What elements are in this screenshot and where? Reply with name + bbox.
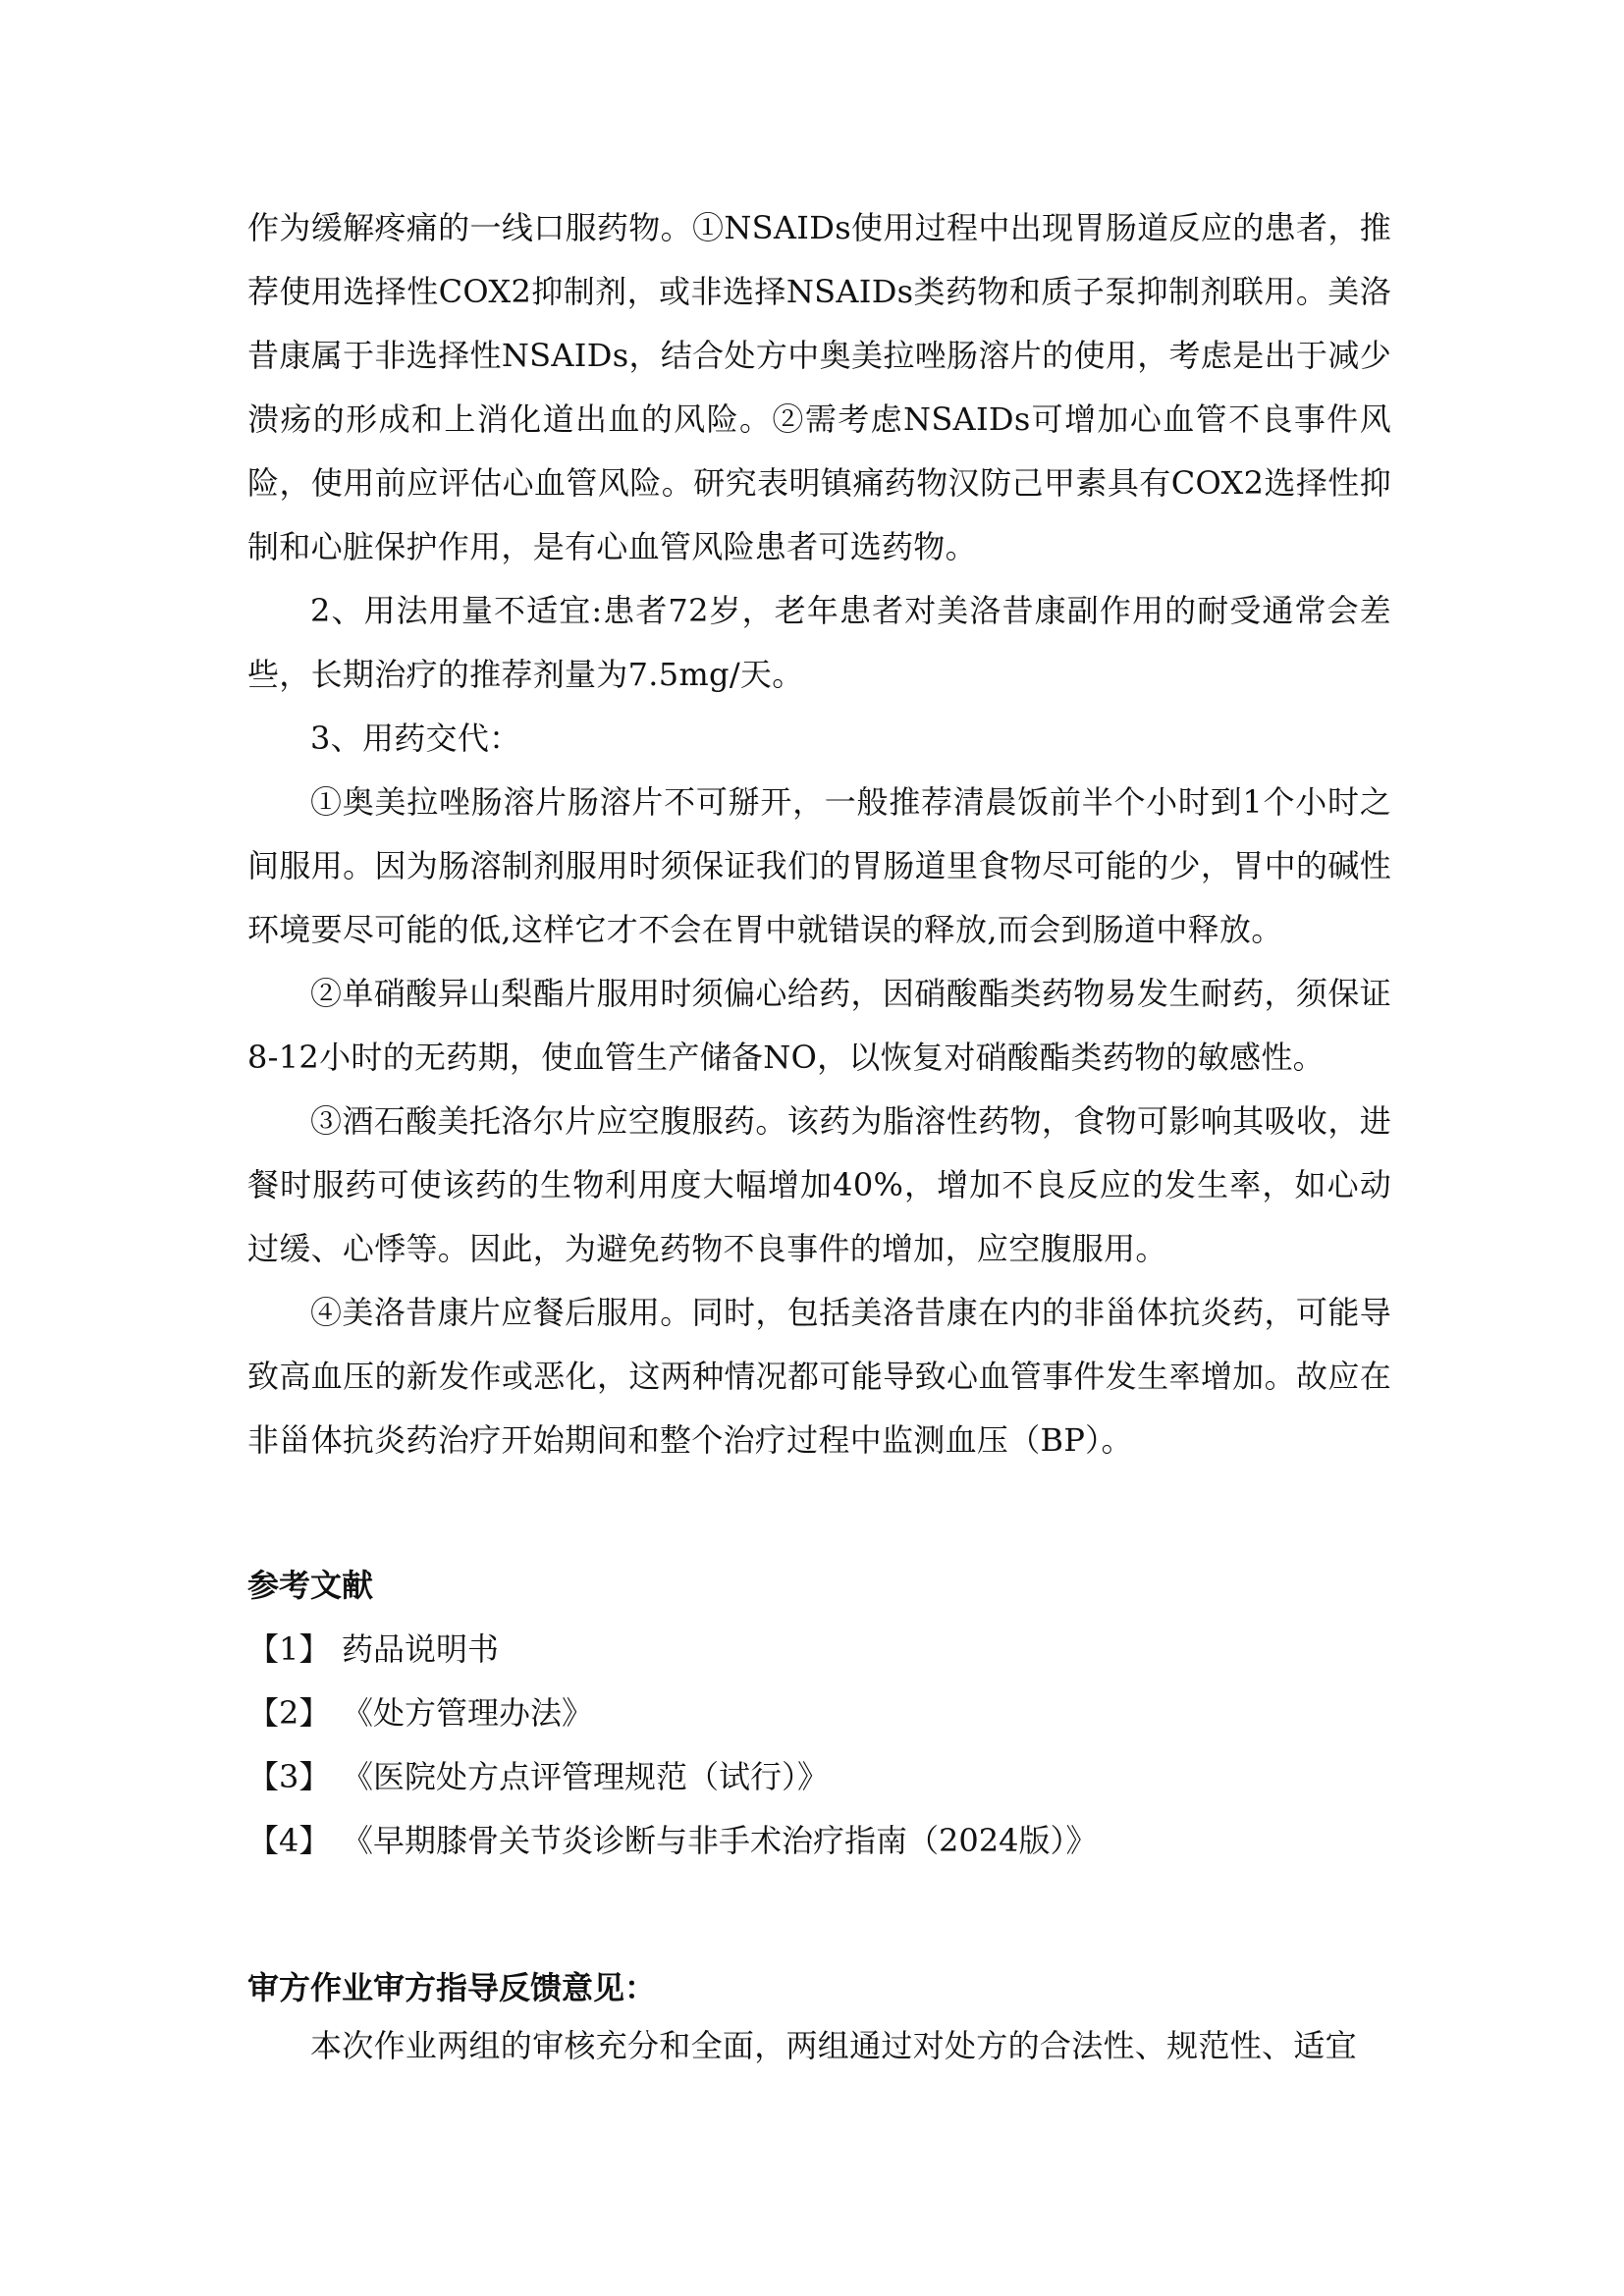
reference-text: 药品说明书	[342, 1630, 500, 1668]
reference-number: 【2】	[247, 1694, 331, 1732]
paragraph-meloxicam: ④美洛昔康片应餐后服用。同时，包括美洛昔康在内的非甾体抗炎药，可能导致高血压的新发作或恶化，这两种情况都可能导致心血管事件发生率增加。故应在非甾体抗炎药治疗开始期间和整个治疗过程中监测血压（BP）。	[247, 1294, 1391, 1459]
reference-item	[247, 1688, 593, 1734]
feedback-heading: 审方作业审方指导反馈意见：	[247, 1969, 657, 2006]
reference-item	[247, 1816, 1097, 1861]
feedback-paragraph: 本次作业两组的审核充分和全面，两组通过对处方的合法性、规范性、适宜	[310, 2027, 1357, 2064]
paragraph-omeprazole: ①奥美拉唑肠溶片肠溶片不可掰开，一般推荐清晨饭前半个小时到1个小时之间服用。因为肠溶制剂服用时须保证我们的胃肠道里食物尽可能的少，胃中的碱性环境要尽可能的低,这样它才不会在胃中就错误的释放,而会到肠道中释放。	[247, 783, 1391, 948]
reference-number: 【1】	[247, 1630, 331, 1668]
paragraph-instructions-heading: 3、用药交代：	[310, 720, 521, 757]
references-heading: 参考文献	[247, 1567, 374, 1604]
paragraph-nsaids: 作为缓解疼痛的一线口服药物。①NSAIDs使用过程中出现胃肠道反应的患者，推荐使用选择性COX2抑制剂，或非选择NSAIDs类药物和质子泵抑制剂联用。美洛昔康属于非选择性NSAIDs，结合处方中奥美拉唑肠溶片的使用，考虑是出于减少溃疡的形成和上消化道出血的风险。②需考虑NSAIDs可增加心血管不良事件风险，使用前应评估心血管风险。研究表明镇痛药物汉防己甲素具有COX2选择性抑制和心脏保护作用，是有心血管风险患者可选药物。	[247, 209, 1391, 565]
reference-text: 《医院处方点评管理规范（试行）》	[342, 1758, 830, 1795]
reference-text: 《早期膝骨关节炎诊断与非手术治疗指南（2024版）》	[342, 1822, 1098, 1859]
paragraph-metoprolol: ③酒石酸美托洛尔片应空腹服药。该药为脂溶性药物，食物可影响其吸收，进餐时服药可使该药的生物利用度大幅增加40%，增加不良反应的发生率，如心动过缓、心悸等。因此，为避免药物不良事件的增加，应空腹服用。	[247, 1102, 1391, 1267]
reference-text: 《处方管理办法》	[342, 1694, 594, 1732]
paragraph-dosage: 2、用法用量不适宜:患者72岁，老年患者对美洛昔康副作用的耐受通常会差些，长期治疗的推荐剂量为7.5mg/天。	[247, 592, 1391, 693]
paragraph-isosorbide: ②单硝酸异山梨酯片服用时须偏心给药，因硝酸酯类药物易发生耐药，须保证8-12小时的无药期，使血管生产储备NO，以恢复对硝酸酯类药物的敏感性。	[247, 975, 1391, 1076]
reference-item	[247, 1752, 829, 1797]
reference-item	[247, 1625, 499, 1670]
reference-number: 【3】	[247, 1758, 331, 1795]
reference-number: 【4】	[247, 1822, 331, 1859]
